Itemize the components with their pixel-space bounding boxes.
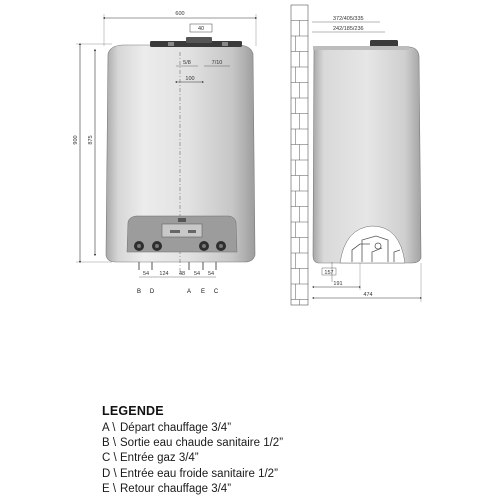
connection-letter-d: D — [149, 289, 155, 295]
spacing-label-5: 54 — [207, 271, 215, 277]
side-top-label-upper: 372/405/335 — [333, 16, 364, 22]
side-bottom-height-label: 157 — [324, 270, 334, 276]
legend-item-b — [102, 436, 422, 451]
side-top-label-lower: 242/185/236 — [333, 26, 364, 32]
wall-bricks — [291, 5, 308, 305]
legend-text: Entrée eau froide sanitaire 1/2” — [120, 467, 278, 480]
connection-letter-c: C — [213, 289, 219, 295]
side-view — [291, 5, 421, 305]
spacing-label-1: 54 — [142, 271, 150, 277]
legend-text: Retour chauffage 3/4” — [120, 482, 232, 495]
legend-key: A \ — [102, 422, 116, 434]
legend-item-c — [102, 451, 422, 466]
bottom-spacing-labels — [143, 271, 214, 277]
legend-key: D \ — [102, 467, 117, 480]
top-right-offset-label: 7/10 — [211, 60, 223, 66]
side-offset-label: 191 — [333, 281, 343, 287]
outer-height-label: 900 — [73, 135, 79, 145]
depth-label: 474 — [363, 292, 373, 298]
legend-key: C \ — [102, 452, 117, 465]
spacing-label-4: 54 — [193, 271, 201, 277]
connection-letter-e: E — [200, 289, 206, 295]
connection-letter-b: B — [136, 289, 142, 295]
connection-letter-a: A — [186, 289, 192, 295]
legend-item-e — [102, 482, 422, 497]
legend-title: LEGENDE — [102, 404, 164, 418]
inner-height-label: 875 — [88, 135, 94, 145]
legend — [102, 403, 422, 497]
front-view — [73, 11, 256, 295]
legend-text: Entrée gaz 3/4” — [120, 452, 199, 465]
top-small-label: 40 — [197, 26, 205, 32]
legend-item-a — [102, 421, 422, 436]
legend-text: Sortie eau chaude sanitaire 1/2” — [120, 437, 284, 450]
legend-key: B \ — [102, 437, 117, 450]
center-offset-label: 100 — [185, 76, 195, 82]
legend-key: E \ — [102, 482, 117, 495]
top-left-offset-label: 5/8 — [183, 60, 191, 66]
spacing-label-2: 124 — [159, 271, 169, 277]
spacing-label-3: 48 — [178, 271, 186, 277]
connection-letters — [137, 289, 219, 295]
legend-item-d — [102, 467, 422, 482]
legend-text: Départ chauffage 3/4” — [120, 422, 232, 434]
width-label: 600 — [175, 11, 185, 17]
